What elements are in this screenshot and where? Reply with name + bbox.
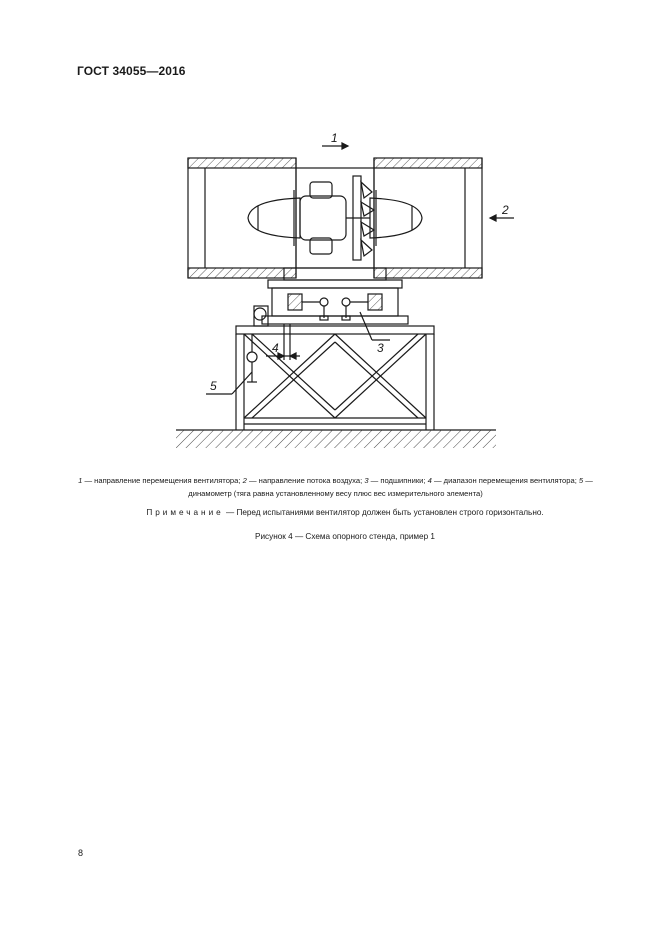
bearing-carriage [254,288,408,326]
legend-text-1: — направление перемещения вентилятора; [82,476,243,485]
movement-range [284,324,290,360]
legend-text-2: — направление потока воздуха; [246,476,365,485]
dynamometer [247,334,257,382]
figure-legend [78,474,593,500]
legend-num-5: 5 [578,476,584,485]
left-duct [188,158,296,278]
callout-3: 3 [377,341,384,355]
legend-num-4: 4 [427,476,432,485]
ground [176,430,496,448]
callout-1: 1 [331,131,338,145]
callout-5: 5 [210,379,217,393]
fan-rotor [248,176,422,260]
callout-2: 2 [502,203,509,217]
figure-caption: Рисунок 4 — Схема опорного стенда, пример 1 [254,532,435,541]
legend-num-2: 2 [242,476,247,485]
callout-4: 4 [272,341,279,355]
support-table [236,326,434,430]
legend-text-3: — подшипники; [368,476,428,485]
note-text: — Перед испытаниями вентилятор должен быть установлен строго горизонтально. [223,508,544,517]
legend-num-3: 3 [364,476,369,485]
right-duct [374,158,482,278]
standard-header: ГОСТ 34055—2016 [77,64,186,78]
legend-text-5: — динамометр (тяга равна установленному весу плюс вес измерительного элемента) [188,476,593,498]
legend-num-1: 1 [78,476,83,485]
legend-text-4: — диапазон перемещения вентилятора; [431,476,579,485]
note-label: Примечание [146,508,224,517]
page-number: 8 [78,848,84,858]
figure-note [60,508,630,517]
